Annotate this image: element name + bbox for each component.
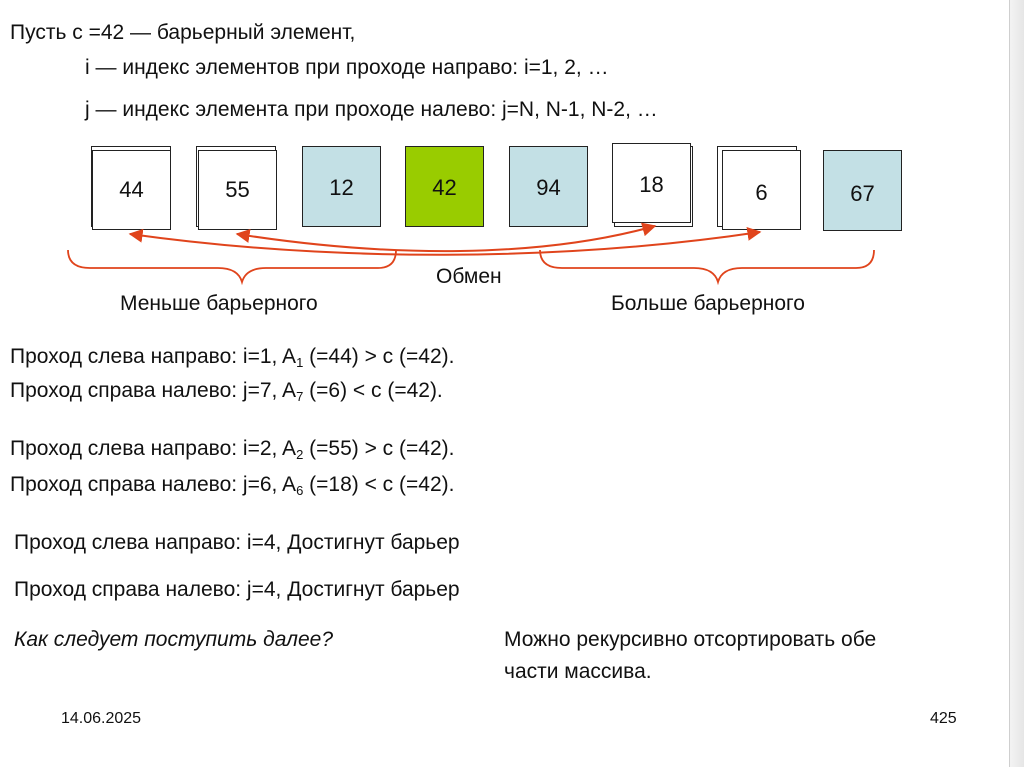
left-brace bbox=[68, 250, 396, 282]
page-number: 425 bbox=[930, 710, 957, 727]
cell-value: 55 bbox=[225, 177, 250, 202]
exchange-label: Обмен bbox=[436, 265, 502, 288]
cell-value: 67 bbox=[850, 180, 875, 206]
answer-line-2: части массива. bbox=[504, 660, 652, 683]
index-i-definition: i — индекс элементов при проходе направо: i=1, 2, … bbox=[85, 56, 609, 79]
step-6: Проход справа налево: j=4, Достигнут барьер bbox=[14, 578, 460, 601]
question-text: Как следует поступить далее? bbox=[14, 628, 334, 651]
barrier-definition: Пусть с =42 — барьерный элемент, bbox=[10, 21, 356, 44]
step-5: Проход слева направо: i=4, Достигнут барьер bbox=[14, 531, 460, 554]
cell-value: 94 bbox=[536, 175, 561, 200]
footer-date: 14.06.2025 bbox=[61, 710, 142, 727]
cell-value: 6 bbox=[755, 180, 768, 205]
cell-value: 18 bbox=[639, 172, 664, 197]
step-4: Проход справа налево: j=6, $A_6$ (=18) < c (=42). bbox=[10, 473, 455, 498]
cell-value: 12 bbox=[329, 175, 354, 200]
answer-line-1: Можно рекурсивно отсортировать обе bbox=[504, 628, 877, 651]
step-3: Проход слева направо: i=2, $A_2$ (=55) > c (=42). bbox=[10, 437, 455, 462]
cell-value: 42 bbox=[432, 175, 457, 200]
step-2: Проход справа налево: j=7, $A_7$ (=6) < c (=42). bbox=[10, 379, 443, 404]
greater-than-barrier-label: Больше барьерного bbox=[611, 292, 805, 315]
index-j-definition: j — индекс элемента при проходе налево: j=N, N-1, N-2, … bbox=[85, 98, 658, 121]
swap-arrow-55-18 bbox=[237, 226, 655, 251]
step-1: Проход слева направо: i=1, $A_1$ (=44) > c (=42). bbox=[10, 345, 455, 370]
less-than-barrier-label: Меньше барьерного bbox=[120, 292, 318, 315]
cell-value: 44 bbox=[119, 177, 144, 202]
right-brace bbox=[540, 250, 874, 282]
